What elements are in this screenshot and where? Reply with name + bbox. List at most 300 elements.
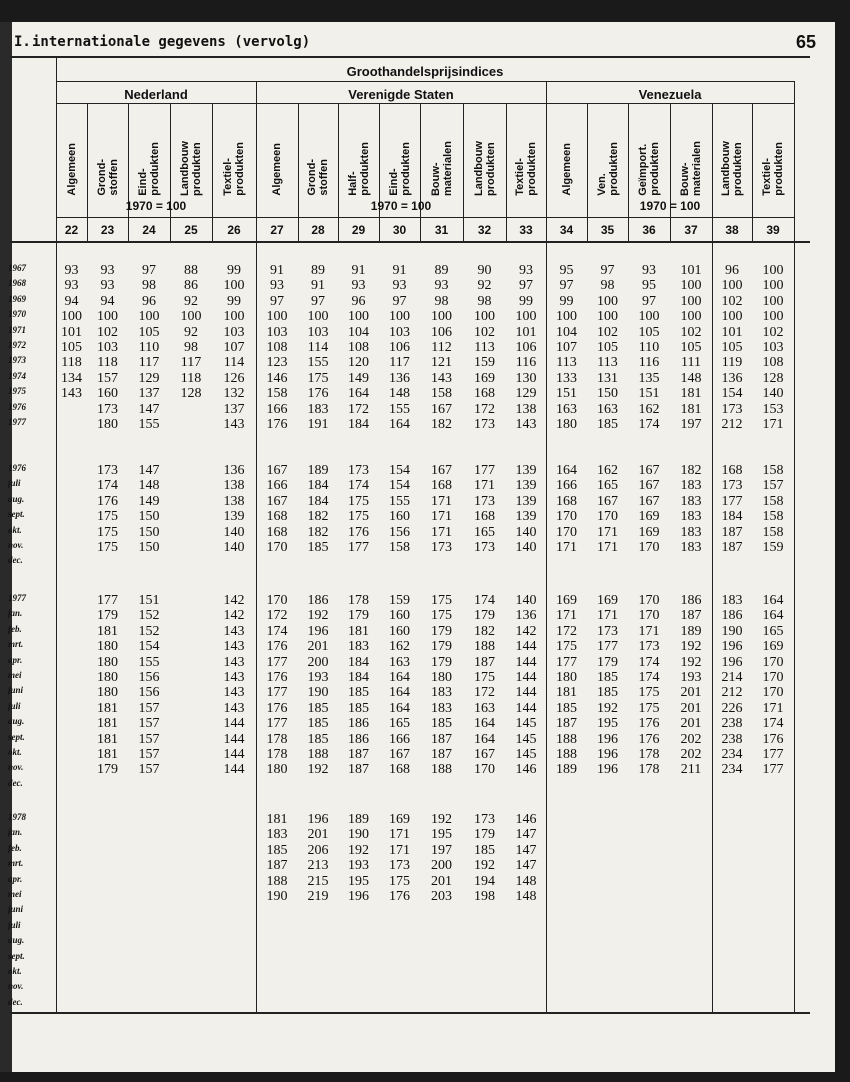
table-cell: 105	[138, 324, 160, 340]
table-cell: 188	[266, 873, 288, 889]
table-cell: 105	[721, 339, 743, 355]
table-cell: 89	[311, 263, 325, 278]
table-cell	[56, 685, 87, 700]
table-cell: 92	[184, 324, 198, 340]
table-cell: 170	[266, 593, 288, 608]
table-cell: 170	[762, 669, 784, 685]
table-cell: 177	[721, 493, 743, 509]
table-cell: 117	[180, 355, 202, 371]
table-cell: 169	[474, 370, 495, 386]
table-cell: 100	[223, 309, 245, 325]
data-column	[212, 463, 256, 555]
table-cell: 186	[721, 608, 743, 624]
table-cell	[56, 494, 87, 509]
data-column	[256, 263, 298, 432]
table-cell: 185	[266, 842, 288, 858]
table-cell: 195	[597, 716, 618, 732]
table-cell: 180	[97, 654, 118, 670]
table-cell: 169	[638, 524, 660, 540]
table-cell: 145	[515, 716, 537, 732]
table-cell: 143	[223, 416, 245, 432]
table-cell: 174	[348, 478, 369, 494]
data-column	[587, 463, 628, 555]
table-cell: 191	[307, 416, 329, 432]
table-cell: 226	[721, 700, 743, 716]
table-cell: 171	[431, 524, 452, 540]
table-cell: 100	[762, 263, 784, 278]
data-column	[379, 463, 420, 555]
table-cell: 158	[266, 386, 288, 402]
table-cell: 147	[515, 858, 537, 874]
data-column	[752, 263, 794, 432]
table-cell: 196	[721, 654, 743, 670]
table-cell	[56, 402, 87, 417]
table-cell: 164	[389, 685, 410, 701]
table-cell: 185	[348, 685, 369, 701]
table-cell: 179	[474, 608, 495, 624]
table-cell: 187	[348, 762, 369, 778]
data-column	[670, 593, 712, 778]
table-cell: 171	[597, 608, 618, 624]
table-cell: 163	[597, 401, 618, 417]
table-cell: 162	[638, 401, 660, 417]
table-cell: 175	[389, 873, 410, 889]
column-number: 32	[477, 223, 492, 237]
data-column	[752, 593, 794, 778]
table-cell: 162	[597, 463, 618, 478]
table-cell: 143	[223, 700, 245, 716]
table-cell: 175	[307, 370, 329, 386]
table-cell: 159	[389, 593, 410, 608]
data-column	[298, 263, 338, 432]
table-cell: 112	[431, 339, 452, 355]
table-cell: 170	[556, 509, 577, 525]
table-cell: 128	[762, 370, 784, 386]
table-cell: 147	[515, 842, 537, 858]
table-cell: 139	[515, 493, 537, 509]
table-cell: 158	[762, 524, 784, 540]
table-cell: 184	[307, 478, 329, 494]
table-cell: 136	[721, 370, 743, 386]
table-cell: 184	[348, 654, 369, 670]
data-column	[420, 263, 463, 432]
column-header-label: Half- produkten	[346, 142, 371, 196]
table-cell: 138	[223, 493, 245, 509]
table-cell	[56, 509, 87, 524]
table-cell: 171	[389, 827, 410, 843]
table-cell: 172	[474, 401, 495, 417]
table-cell: 181	[97, 746, 118, 762]
base-label-venezuela: 1970 = 100	[639, 199, 701, 213]
table-cell: 145	[515, 731, 537, 747]
table-cell: 136	[515, 608, 537, 624]
table-cell: 202	[680, 746, 702, 762]
data-column	[546, 463, 587, 555]
table-cell: 167	[266, 493, 288, 509]
table-cell: 193	[348, 858, 369, 874]
table-cell: 165	[597, 478, 618, 494]
table-cell: 184	[307, 493, 329, 509]
table-cell: 144	[223, 731, 245, 747]
column-header-label: Algemeen	[271, 143, 283, 196]
table-cell: 119	[721, 355, 743, 371]
row-label: mrt.	[8, 639, 24, 650]
table-cell: 132	[223, 386, 245, 402]
table-cell: 179	[97, 608, 118, 624]
table-cell: 167	[597, 493, 618, 509]
row-label: aug.	[8, 493, 25, 504]
table-cell: 164	[348, 386, 369, 402]
table-cell: 169	[556, 593, 577, 608]
table-cell: 189	[348, 812, 369, 827]
data-column	[56, 463, 87, 555]
column-header	[338, 106, 379, 196]
table-cell: 172	[474, 685, 495, 701]
column-number: 27	[270, 223, 284, 237]
column-header	[463, 106, 506, 196]
table-cell: 140	[762, 386, 784, 402]
table-cell: 173	[389, 858, 410, 874]
table-cell: 144	[223, 762, 245, 778]
table-cell: 180	[431, 669, 452, 685]
table-cell: 148	[680, 370, 702, 386]
table-cell: 140	[515, 539, 537, 555]
table-cell	[170, 494, 212, 509]
table-cell: 181	[556, 685, 577, 701]
table-cell: 144	[515, 685, 537, 701]
data-column	[298, 593, 338, 778]
table-cell: 143	[223, 669, 245, 685]
table-cell: 162	[389, 639, 410, 655]
table-cell: 143	[515, 416, 537, 432]
table-cell: 176	[638, 731, 660, 747]
table-cell: 171	[597, 524, 618, 540]
table-cell: 98	[142, 278, 156, 294]
table-cell: 108	[762, 355, 784, 371]
table-cell: 175	[97, 524, 118, 540]
table-cell: 102	[721, 293, 743, 309]
table-cell: 100	[762, 293, 784, 309]
table-cell: 147	[515, 827, 537, 843]
table-cell: 158	[431, 386, 452, 402]
subgroup-rule	[56, 103, 794, 104]
row-label: dec.	[8, 996, 23, 1007]
table-cell: 101	[61, 324, 82, 340]
column-header	[56, 106, 87, 196]
table-cell: 116	[638, 355, 660, 371]
table-cell: 105	[680, 339, 702, 355]
table-cell: 176	[266, 416, 288, 432]
table-cell: 154	[721, 386, 743, 402]
table-cell: 167	[638, 478, 660, 494]
table-cell	[170, 540, 212, 555]
table-cell: 211	[680, 762, 702, 778]
table-cell: 149	[348, 370, 369, 386]
table-cell: 197	[431, 842, 452, 858]
row-label: 1967	[8, 263, 26, 273]
table-cell: 171	[762, 416, 784, 432]
table-cell: 100	[515, 309, 537, 325]
table-cell: 158	[762, 509, 784, 525]
table-cell: 203	[431, 888, 452, 904]
row-label: dec.	[8, 777, 23, 788]
table-cell: 143	[431, 370, 452, 386]
table-cell: 97	[559, 278, 574, 294]
table-cell: 177	[597, 639, 618, 655]
data-column	[379, 812, 420, 904]
table-cell: 171	[556, 608, 577, 624]
table-cell: 187	[721, 539, 743, 555]
table-cell: 155	[389, 493, 410, 509]
table-cell: 104	[556, 324, 577, 340]
table-cell: 182	[474, 623, 495, 639]
table-cell: 181	[97, 623, 118, 639]
column-number: 35	[600, 223, 615, 237]
table-cell	[56, 655, 87, 670]
table-cell: 174	[266, 623, 288, 639]
table-cell	[56, 701, 87, 716]
table-cell: 100	[138, 309, 160, 325]
table-cell: 106	[389, 339, 410, 355]
row-label: aug.	[8, 716, 25, 727]
column-header	[546, 106, 587, 196]
table-cell	[170, 762, 212, 777]
table-cell: 168	[266, 509, 288, 525]
table-cell: 167	[638, 463, 660, 478]
data-column	[546, 593, 587, 778]
table-cell: 154	[389, 478, 410, 494]
table-cell: 181	[680, 401, 702, 417]
table-cell: 167	[266, 463, 288, 478]
table-cell: 103	[389, 324, 410, 340]
table-cell: 116	[515, 355, 537, 371]
table-cell: 181	[266, 812, 288, 827]
data-column	[87, 263, 128, 432]
table-cell: 201	[680, 716, 702, 732]
table-cell: 156	[138, 669, 160, 685]
table-cell: 137	[138, 386, 160, 402]
table-cell: 200	[307, 654, 329, 670]
column-number: 25	[184, 223, 198, 237]
table-cell: 143	[223, 639, 245, 655]
column-number: 36	[642, 223, 656, 237]
table-cell: 97	[270, 293, 284, 309]
table-cell: 185	[474, 842, 495, 858]
table-cell: 188	[431, 762, 452, 778]
table-cell: 117	[389, 355, 410, 371]
table-cell: 142	[223, 593, 245, 608]
data-column	[628, 593, 670, 778]
table-cell: 100	[97, 309, 118, 325]
table-cell	[170, 624, 212, 639]
table-cell: 114	[307, 339, 329, 355]
table-cell: 175	[431, 593, 452, 608]
table-cell: 95	[642, 278, 656, 294]
table-cell: 100	[307, 309, 329, 325]
row-label: juli	[8, 700, 21, 711]
table-cell: 100	[223, 278, 245, 294]
table-cell: 113	[474, 339, 495, 355]
table-cell: 181	[348, 623, 369, 639]
table-cell: 92	[184, 293, 198, 309]
table-cell: 117	[138, 355, 160, 371]
table-cell: 179	[431, 623, 452, 639]
table-cell: 175	[348, 509, 369, 525]
table-cell: 183	[680, 493, 702, 509]
table-cell: 166	[389, 731, 410, 747]
column-header	[587, 106, 628, 196]
table-cell: 153	[762, 401, 784, 417]
table-cell: 170	[762, 685, 784, 701]
table-cell: 173	[474, 493, 495, 509]
table-cell: 187	[431, 746, 452, 762]
table-cell: 181	[97, 700, 118, 716]
table-cell	[170, 732, 212, 747]
table-cell: 155	[307, 355, 329, 371]
table-cell: 100	[762, 309, 784, 325]
data-column	[463, 593, 506, 778]
table-cell	[170, 701, 212, 716]
base-label-nederland: 1970 = 100	[125, 199, 187, 213]
table-cell: 173	[474, 416, 495, 432]
data-column	[379, 263, 420, 432]
table-cell: 100	[638, 309, 660, 325]
row-label: nov.	[8, 539, 24, 550]
table-cell: 144	[223, 716, 245, 732]
table-cell: 189	[307, 463, 329, 478]
table-cell: 192	[431, 812, 452, 827]
column-number: 31	[434, 223, 449, 237]
table-cell: 152	[138, 623, 160, 639]
table-cell: 201	[307, 827, 329, 843]
table-cell: 173	[721, 478, 743, 494]
table-cell: 170	[556, 524, 577, 540]
table-cell: 178	[266, 731, 288, 747]
table-cell: 177	[97, 593, 118, 608]
table-cell: 138	[515, 401, 537, 417]
column-header-label: Textiel- produkten	[761, 142, 785, 196]
column-header-label: Grond- stoffen	[95, 159, 120, 196]
data-column	[170, 263, 212, 432]
table-cell: 180	[266, 762, 288, 778]
table-cell: 138	[223, 478, 245, 494]
row-label: 1969	[8, 293, 26, 304]
table-cell: 196	[597, 746, 618, 762]
table-cell: 219	[307, 888, 329, 904]
table-cell: 201	[307, 639, 329, 655]
table-cell	[56, 540, 87, 555]
data-column	[463, 463, 506, 555]
table-cell: 178	[638, 746, 660, 762]
table-cell: 194	[474, 873, 495, 889]
column-header	[670, 106, 712, 196]
table-cell: 118	[97, 355, 118, 371]
data-column	[420, 812, 463, 904]
table-cell: 103	[762, 339, 784, 355]
data-column	[506, 593, 546, 778]
column-header	[752, 106, 794, 196]
table-cell: 174	[638, 654, 660, 670]
table-cell: 179	[474, 827, 495, 843]
table-cell: 176	[348, 524, 369, 540]
table-cell: 196	[307, 812, 329, 827]
table-cell: 164	[389, 669, 410, 685]
column-header-label: Bouw- materialen	[429, 140, 454, 196]
column-number: 26	[227, 223, 241, 237]
data-column	[128, 463, 170, 555]
column-header-label: Textiel- produkten	[222, 142, 246, 196]
row-label: mrt.	[8, 858, 24, 869]
row-label: 1977	[8, 416, 26, 427]
table-cell: 171	[431, 493, 452, 509]
table-cell: 164	[389, 416, 410, 432]
table-cell: 168	[474, 386, 495, 402]
table-cell: 195	[348, 873, 369, 889]
column-header-label: Grond- stoffen	[306, 159, 330, 196]
table-cell: 196	[348, 888, 369, 904]
data-column	[298, 463, 338, 555]
table-cell: 176	[97, 493, 118, 509]
table-cell: 185	[597, 685, 618, 701]
data-column	[338, 812, 379, 904]
table-cell: 159	[474, 355, 495, 371]
row-label: okt.	[8, 746, 22, 757]
row-label: jan.	[8, 608, 23, 619]
column-header	[87, 106, 128, 196]
table-cell: 142	[223, 608, 245, 624]
table-cell: 185	[307, 716, 329, 732]
table-cell: 179	[431, 654, 452, 670]
table-cell: 164	[762, 608, 784, 624]
table-cell: 171	[597, 539, 618, 555]
row-label: sept.	[8, 731, 25, 742]
table-cell: 189	[680, 623, 702, 639]
table-cell: 187	[348, 746, 369, 762]
table-cell: 94	[100, 293, 115, 309]
table-cell: 187	[721, 524, 743, 540]
table-cell: 98	[477, 293, 492, 309]
column-header	[128, 106, 170, 196]
table-cell: 143	[223, 654, 245, 670]
table-cell	[56, 732, 87, 747]
table-cell: 150	[138, 524, 160, 540]
table-cell: 100	[721, 278, 743, 294]
table-cell: 128	[180, 386, 202, 402]
data-column	[256, 463, 298, 555]
table-cell: 151	[638, 386, 660, 402]
table-cell: 171	[638, 623, 660, 639]
group-verenigde-staten: Verenigde Staten	[348, 87, 454, 102]
data-column	[298, 812, 338, 904]
table-cell: 190	[721, 623, 743, 639]
table-cell: 187	[431, 731, 452, 747]
row-labels	[8, 261, 36, 430]
row-labels	[8, 810, 36, 1010]
table-cell: 148	[515, 873, 537, 889]
table-cell: 181	[97, 716, 118, 732]
table-cell: 166	[266, 401, 288, 417]
table-cell	[170, 478, 212, 493]
column-number: 24	[142, 223, 156, 237]
right-border	[794, 81, 795, 1012]
table-cell: 158	[389, 539, 410, 555]
table-cell: 102	[762, 324, 784, 340]
table-cell: 129	[515, 386, 537, 402]
table-cell	[56, 608, 87, 623]
table-cell: 149	[138, 493, 160, 509]
table-cell: 170	[638, 539, 660, 555]
table-cell: 206	[307, 842, 329, 858]
